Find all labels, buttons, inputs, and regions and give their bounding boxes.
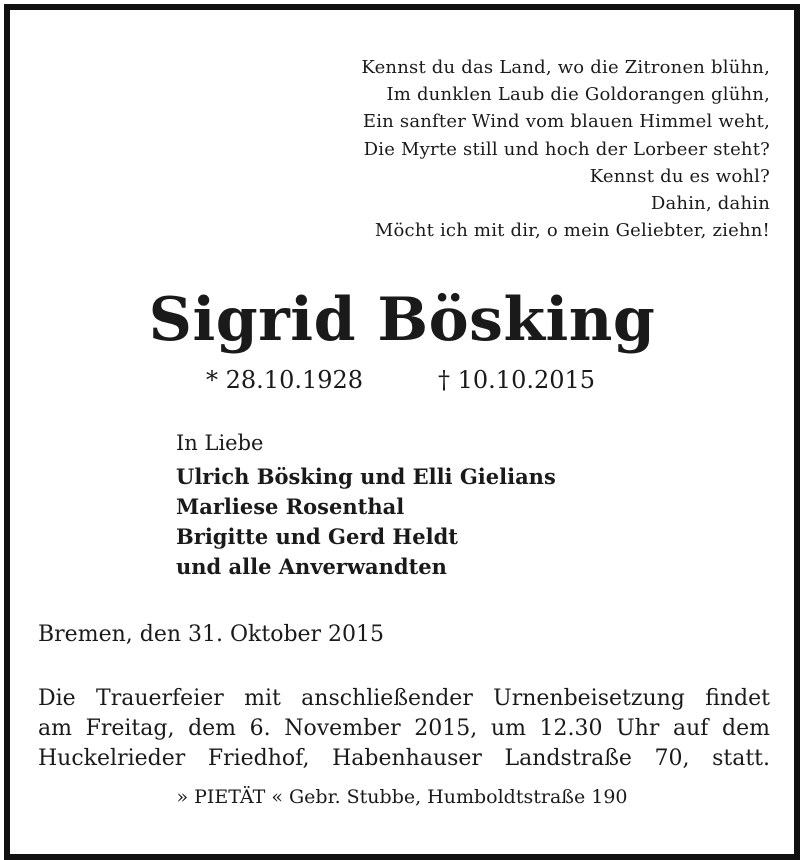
mourner-name: Marliese Rosenthal: [176, 494, 405, 519]
birth-date: * 28.10.1928: [206, 366, 364, 394]
obituary-notice: [4, 4, 800, 860]
poem-line: Ein sanfter Wind vom blauen Himmel weht,: [362, 111, 770, 133]
place-date: Bremen, den 31. Oktober 2015: [38, 622, 385, 647]
ceremony-line: Die Trauerfeier mit anschließender Urnenbeisetzung findet: [38, 686, 770, 711]
mourners-intro: In Liebe: [176, 431, 264, 455]
mourner-name: Ulrich Bösking und Elli Gielians: [176, 464, 556, 489]
poem-line: Die Myrte still und hoch der Lorbeer steht?: [363, 138, 770, 160]
poem-quote: [361, 54, 770, 244]
undertaker-info: » PIETÄT « Gebr. Stubbe, Humboldtstraße 190: [176, 786, 628, 808]
poem-line: Kennst du das Land, wo die Zitronen blühn,: [361, 57, 770, 78]
death-date: † 10.10.2015: [438, 366, 596, 394]
mourners-list: [176, 462, 556, 582]
poem-line: Kennst du es wohl?: [589, 165, 770, 187]
mourner-name: und alle Anverwandten: [176, 554, 447, 579]
mourner-name: Brigitte und Gerd Heldt: [176, 524, 458, 549]
ceremony-line: Huckelrieder Friedhof, Habenhauser Landstraße 70, statt.: [38, 746, 770, 771]
poem-line: Möcht ich mit dir, o mein Geliebter, ziehn!: [374, 220, 770, 242]
ceremony-notice: [38, 684, 770, 774]
deceased-name: Sigrid Bösking: [148, 285, 656, 355]
poem-line: Im dunklen Laub die Goldorangen glühn,: [386, 84, 770, 106]
ceremony-line: am Freitag, dem 6. November 2015, um 12.30 Uhr auf dem: [38, 716, 770, 741]
poem-line: Dahin, dahin: [650, 193, 770, 215]
